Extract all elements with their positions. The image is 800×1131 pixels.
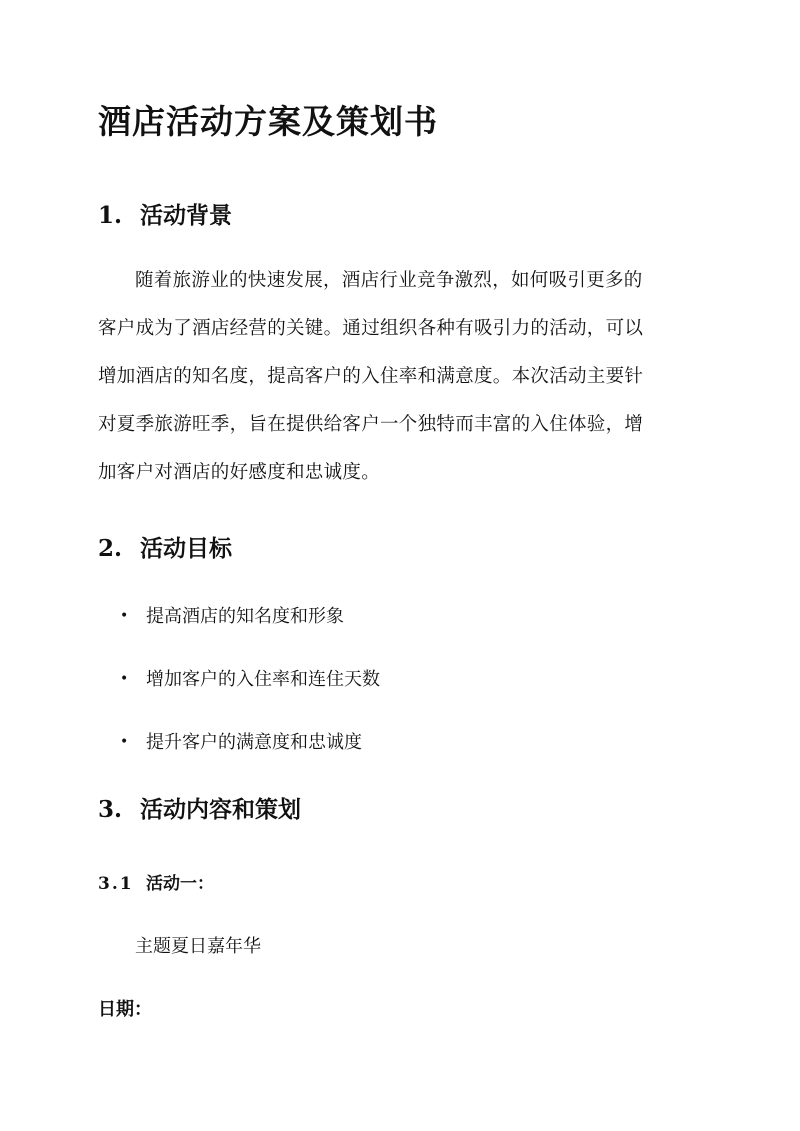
- goal-list-item: [120, 728, 362, 754]
- event-theme-text: 主题夏日嘉年华: [135, 936, 261, 957]
- document-title: 酒店活动方案及策划书: [98, 102, 438, 141]
- section-title: 活动背景: [140, 202, 232, 229]
- section-heading-background: [98, 197, 232, 230]
- goal-text: 增加客户的入住率和连住天数: [146, 669, 380, 690]
- section-heading-goals: [98, 530, 232, 563]
- section-heading-content: [98, 791, 301, 824]
- bullet-icon: •: [120, 608, 129, 624]
- section-number: 3.: [98, 796, 123, 823]
- paragraph-line: 增加酒店的知名度，提高客户的入住率和满意度。本次活动主要针: [98, 366, 644, 387]
- paragraph-line: 客户成为了酒店经营的关键。通过组织各种有吸引力的活动，可以: [98, 318, 644, 339]
- subsection-heading: [98, 869, 214, 894]
- section-number: 2.: [98, 535, 123, 562]
- goal-text: 提升客户的满意度和忠诚度: [146, 732, 362, 753]
- bullet-icon: •: [120, 671, 129, 687]
- subsection-title: 活动一：: [146, 874, 214, 894]
- bullet-icon: •: [120, 734, 129, 750]
- paragraph-line: 对夏季旅游旺季，旨在提供给客户一个独特而丰富的入住体验，增: [98, 414, 644, 435]
- goal-list-item: [120, 665, 380, 691]
- paragraph-line: 随着旅游业的快速发展，酒店行业竞争激烈，如何吸引更多的: [135, 270, 643, 291]
- paragraph-line: 加客户对酒店的好感度和忠诚度。: [98, 462, 381, 483]
- goal-text: 提高酒店的知名度和形象: [146, 606, 344, 627]
- section-title: 活动目标: [140, 535, 232, 562]
- subsection-number: 3.1: [98, 874, 134, 894]
- section-title: 活动内容和策划: [140, 796, 301, 823]
- background-paragraph: [98, 265, 703, 505]
- section-number: 1.: [98, 202, 123, 229]
- goal-list-item: [120, 602, 344, 628]
- event-date-label: 日期：: [98, 999, 152, 1020]
